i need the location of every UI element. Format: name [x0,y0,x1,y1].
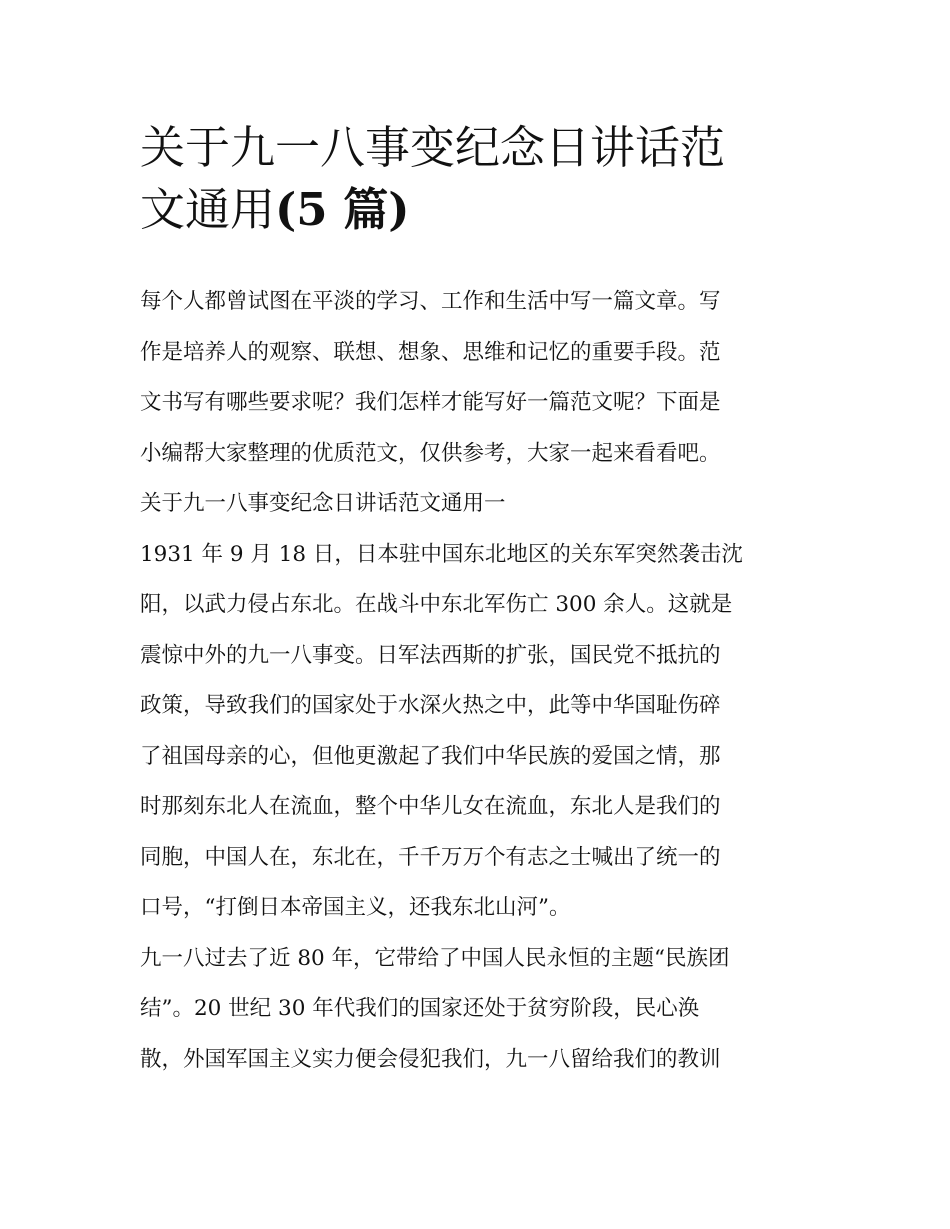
document-body [140,280,820,1088]
paragraph-line: 同胞，中国人在，东北在，千千万万个有志之士喊出了统一的 [140,844,721,870]
paragraph-line: 结”。20 世纪 30 年代我们的国家还处于贫穷阶段，民心涣 [140,996,700,1021]
document-title [140,117,830,241]
paragraph-line: 震惊中外的九一八事变。日军法西斯的扩张，国民党不抵抗的 [140,642,721,668]
paragraph-line: 1931 年 9 月 18 日，日本驻中国东北地区的关东军突然袭击沈 [140,541,743,567]
paragraph-line: 文书写有哪些要求呢？我们怎样才能写好一篇范文呢？下面是 [140,390,721,415]
title-line-1: 关于九一八事变纪念日讲话范 [140,121,726,174]
paragraph-line: 每个人都曾试图在平淡的学习、工作和生活中写一篇文章。写 [140,289,721,314]
title-count: (5 篇) [275,183,410,236]
paragraph-line: 小编帮大家整理的优质范文，仅供参考，大家一起来看看吧。 [140,440,721,466]
paragraph-line: 时那刻东北人在流血，整个中华儿女在流血，东北人是我们的 [140,794,721,819]
title-line-2 [140,179,830,241]
paragraph-line: 政策，导致我们的国家处于水深火热之中，此等中华国耻伤碎 [140,693,721,718]
paragraph-line: 了祖国母亲的心，但他更激起了我们中华民族的爱国之情，那 [140,743,721,769]
section-heading: 关于九一八事变纪念日讲话范文通用一 [140,491,506,516]
paragraph-line: 阳，以武力侵占东北。在战斗中东北军伤亡 300 余人。这就是 [140,592,733,617]
title-line-2-text: 文通用 [140,183,276,236]
paragraph-line: 作是培养人的观察、联想、想象、思维和记忆的重要手段。范 [140,339,721,365]
paragraph-line: 九一八过去了近 80 年，它带给了中国人民永恒的主题“民族团 [140,945,730,971]
paragraph-line: 口号，“打倒日本帝国主义，还我东北山河”。 [140,895,571,920]
paragraph-line: 散，外国军国主义实力便会侵犯我们，九一八留给我们的教训 [140,1046,721,1072]
